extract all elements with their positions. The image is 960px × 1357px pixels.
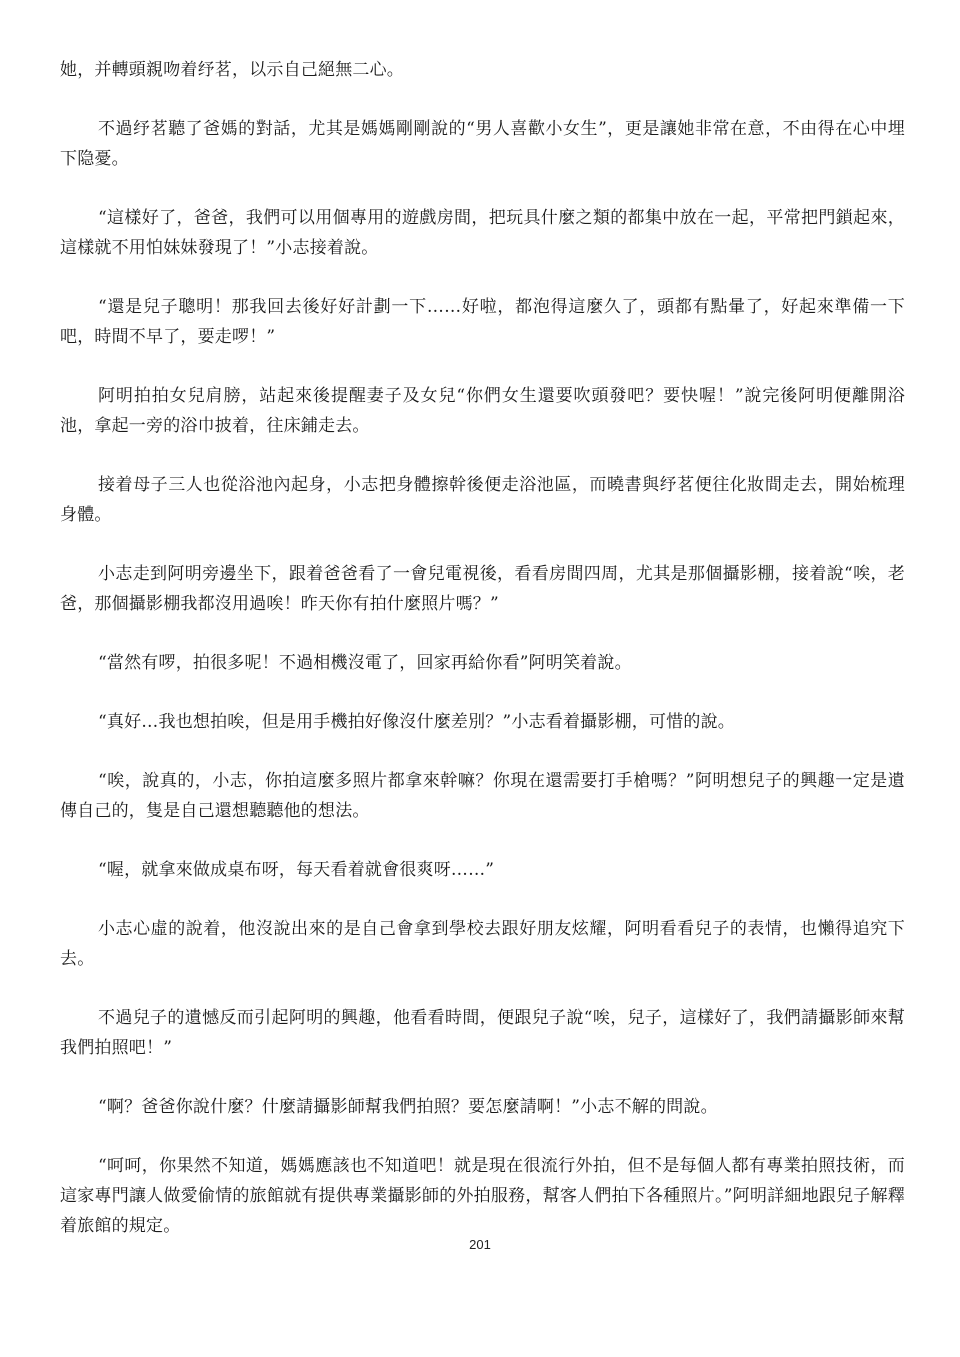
paragraph: “真好…我也想拍唉，但是用手機拍好像沒什麼差別？”小志看着攝影棚，可惜的說。 [98, 712, 735, 732]
paragraph: “喔，就拿來做成桌布呀，每天看着就會很爽呀……” [98, 860, 495, 880]
page-number: 201 [469, 1237, 491, 1252]
paragraph: 不過兒子的遺憾反而引起阿明的興趣，他看看時間，便跟兒子說“唉，兒子，這樣好了，我們請攝影師來幫我們拍照吧！” [60, 1008, 905, 1058]
paragraph: “唉，說真的，小志，你拍這麼多照片都拿來幹嘛？你現在還需要打手槍嗎？”阿明想兒子的興趣一定是遺傳自己的，隻是自己還想聽聽他的想法。 [60, 771, 905, 821]
paragraph: 不過纾茗聽了爸媽的對話，尤其是媽媽剛剛說的“男人喜歡小女生”，更是讓她非常在意，不由得在心中埋下隐憂。 [60, 119, 905, 169]
paragraph: “還是兒子聰明！那我回去後好好計劃一下……好啦，都泡得這麼久了，頭都有點暈了，好起來準備一下吧，時間不早了，要走啰！” [60, 297, 905, 347]
paragraph: 接着母子三人也從浴池內起身，小志把身體擦幹後便走浴池區，而曉書與纾茗便往化妝間走去，開始梳理身體。 [60, 475, 905, 525]
paragraph: 小志心虛的說着，他沒說出來的是自己會拿到學校去跟好朋友炫耀，阿明看看兒子的表情，也懶得追究下去。 [60, 919, 905, 969]
paragraph: 她，并轉頭親吻着纾茗，以示自己絕無二心。 [60, 60, 404, 80]
body-text [60, 55, 905, 1270]
paragraph: 小志走到阿明旁邊坐下，跟着爸爸看了一會兒電視後，看看房間四周，尤其是那個攝影棚，接着說“唉，老爸，那個攝影棚我都沒用過唉！昨天你有拍什麼照片嗎？” [60, 564, 905, 614]
paragraph: “啊？爸爸你說什麼？什麼請攝影師幫我們拍照？要怎麼請啊！”小志不解的問說。 [98, 1097, 718, 1117]
paragraph: “當然有啰，拍很多呢！不過相機沒電了，回家再給你看”阿明笑着說。 [98, 653, 632, 673]
paragraph: “這樣好了，爸爸，我們可以用個專用的遊戲房間，把玩具什麼之類的都集中放在一起，平常把門鎖起來，這樣就不用怕妹妹發現了！”小志接着說。 [60, 208, 905, 258]
paragraph: 阿明拍拍女兒肩膀，站起來後提醒妻子及女兒“你們女生還要吹頭發吧？要快喔！”說完後阿明便離開浴池，拿起一旁的浴巾披着，往床鋪走去。 [60, 386, 905, 436]
paragraph: “呵呵，你果然不知道，媽媽應該也不知道吧！就是現在很流行外拍，但不是每個人都有專業拍照技術，而這家專門讓人做愛偷情的旅館就有提供專業攝影師的外拍服務，幫客人們拍下各種照片。”阿明詳細地跟兒子解釋着旅館的規定。 [60, 1156, 905, 1236]
